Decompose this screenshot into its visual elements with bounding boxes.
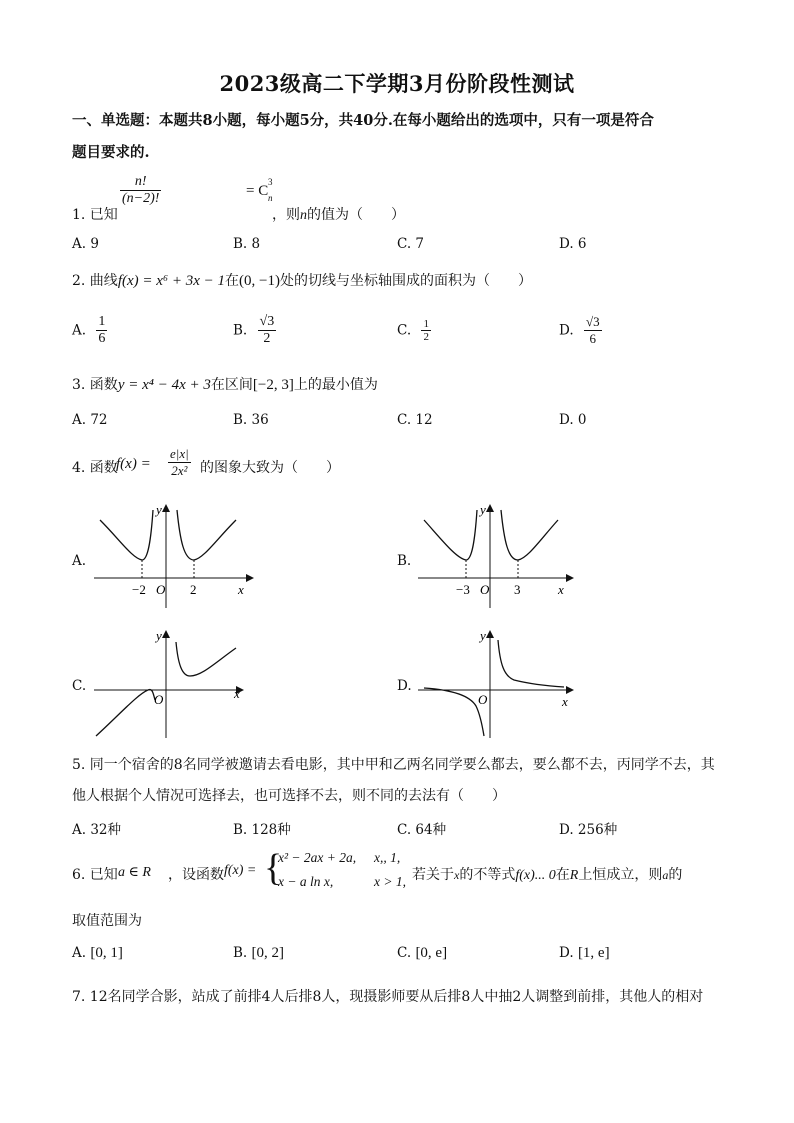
q4-frac-denominator: 2x² xyxy=(171,463,188,478)
q1-tail xyxy=(272,204,405,224)
q2-option-d xyxy=(559,314,602,347)
q1-rhs: = C xyxy=(246,183,269,199)
graph-d xyxy=(414,624,584,742)
q2-option-b-label: B. xyxy=(233,322,248,339)
graph-d-x-label: x xyxy=(562,694,568,709)
q2-b-den: 2 xyxy=(263,331,271,346)
graph-a xyxy=(90,500,260,612)
graph-b-label: B. xyxy=(397,553,412,569)
q6-tail-a: 若关于 xyxy=(412,867,454,883)
q2-expression: f(x) = x⁶ + 3x − 1 xyxy=(117,273,226,289)
q5-option-c: C. 64种 xyxy=(397,822,447,838)
q6-option-b xyxy=(233,945,284,962)
q6-tail-c: 在 xyxy=(555,867,570,883)
q1-sub: n xyxy=(268,193,273,203)
graph-d-right-branch xyxy=(498,640,564,687)
q6-c-label: C. xyxy=(397,945,412,961)
graph-b-tick-pos: 3 xyxy=(514,582,521,597)
question-5-line2: 他人根据个人情况可选择去，也可选择不去，则不同的去法有（ ） xyxy=(72,788,506,804)
q6-case1: x² − 2ax + 2a, xyxy=(278,850,357,865)
graph-d-y-label: y xyxy=(480,628,486,643)
graph-b-left-branch xyxy=(424,510,477,560)
q6-a-value: [0, 1] xyxy=(90,945,123,961)
graph-a-x-arrow xyxy=(246,574,254,582)
q5-option-d: D. 256种 xyxy=(559,822,618,838)
graph-b-tick-neg: −3 xyxy=(456,582,470,597)
q6-inequality: f(x)... 0 xyxy=(515,868,556,883)
q6-case1-condition: x,, 1, xyxy=(374,850,401,865)
q5-option-b: B. 128种 xyxy=(233,822,291,838)
q6-brace: { xyxy=(264,847,283,889)
graph-a-x-label: x xyxy=(238,582,244,597)
q2-option-b-fraction xyxy=(258,314,277,347)
question-6 xyxy=(72,846,732,894)
q1-number: 1. 已知 xyxy=(72,207,118,223)
q6-case2-condition: x > 1, xyxy=(374,874,406,889)
q6-lhs: f(x) = xyxy=(224,863,257,878)
graph-d-x-arrow xyxy=(566,686,574,694)
q1-option-c: C. 7 xyxy=(397,236,425,252)
graph-c-label: C. xyxy=(72,678,87,694)
q2-option-d-label: D. xyxy=(559,322,574,339)
q5-option-a: A. 32种 xyxy=(72,822,122,838)
graph-b-right-branch xyxy=(501,510,558,560)
q6-condition: a ∈ R xyxy=(118,865,151,880)
graph-d-label: D. xyxy=(397,678,412,694)
graph-d-origin: O xyxy=(478,692,488,707)
q3-expression: y = x⁴ − 4x + 3 xyxy=(117,377,211,393)
q2-c-den: 2 xyxy=(423,331,429,343)
graph-c-y-arrow xyxy=(162,630,170,638)
q6-d-value: [1, e] xyxy=(577,945,610,961)
q4-lhs: f(x) = xyxy=(116,456,151,472)
graph-a-right-branch xyxy=(177,510,236,560)
q6-tail-b: 的不等式 xyxy=(459,867,516,883)
graph-b xyxy=(414,500,584,612)
q2-option-a-label: A. xyxy=(72,322,87,339)
q3-mid: 在区间 xyxy=(210,377,253,393)
graph-b-y-arrow xyxy=(486,504,494,512)
q6-var-a: a xyxy=(662,868,669,882)
graph-a-y-label: y xyxy=(156,502,162,517)
q2-point: (0, −1) xyxy=(239,273,280,289)
graph-b-x-arrow xyxy=(566,574,574,582)
q6-mid: ，设函数 xyxy=(168,867,224,883)
graph-c-left-branch xyxy=(96,689,155,736)
q2-mid: 在 xyxy=(225,273,240,289)
q1-option-d: D. 6 xyxy=(559,236,587,252)
q4-fraction xyxy=(168,446,191,479)
q1-tail-a: ，则 xyxy=(272,207,300,223)
q1-frac-denominator: (n−2)! xyxy=(122,191,160,206)
q3-option-b: B. 36 xyxy=(233,412,269,428)
graph-b-y-label: y xyxy=(480,502,486,517)
q1-sup: 3 xyxy=(268,177,273,187)
q4-frac-numerator: e|x| xyxy=(170,446,189,461)
q3-tail: 上的最小值为 xyxy=(293,377,378,393)
q2-a-num: 1 xyxy=(98,314,106,329)
graph-b-x-label: x xyxy=(558,582,564,597)
question-6-line2: 取值范围为 xyxy=(72,913,142,929)
graph-a-left-branch xyxy=(100,510,153,560)
graph-a-tick-neg: −2 xyxy=(132,582,146,597)
graph-c-y-label: y xyxy=(156,628,162,643)
graph-d-left-branch xyxy=(424,688,484,736)
q6-d-label: D. xyxy=(559,945,574,961)
q2-option-c-fraction xyxy=(421,318,431,343)
q2-option-c-label: C. xyxy=(397,322,412,339)
q6-c-value: [0, e] xyxy=(415,945,448,961)
q2-option-d-fraction xyxy=(584,314,602,347)
q1-option-b: B. 8 xyxy=(233,236,261,252)
question-3 xyxy=(72,374,378,394)
question-7-line1: 7. 12名同学合影，站成了前排4人后排8人，现摄影师要从后排8人中抽2人调整到前排，其他人的相对 xyxy=(72,989,704,1005)
q6-b-label: B. xyxy=(233,945,248,961)
graph-d-y-arrow xyxy=(486,630,494,638)
q4-tail: 的图象大致为（ ） xyxy=(200,460,340,476)
graph-a-y-arrow xyxy=(162,504,170,512)
q6-case2: x − a ln x, xyxy=(278,874,334,889)
section-header-line1: 一、单选题：本题共8小题，每小题5分，共40分.在每小题给出的选项中，只有一项是符合 xyxy=(72,112,654,129)
q6-a-label: A. xyxy=(72,945,87,961)
q1-tail-b: 的值为（ ） xyxy=(307,207,405,223)
q6-tail xyxy=(412,864,682,884)
q2-a-den: 6 xyxy=(98,331,106,346)
q1-frac-numerator: n! xyxy=(120,174,161,191)
q3-option-a: A. 72 xyxy=(72,412,108,428)
q2-d-num: √3 xyxy=(585,314,600,329)
q1-fraction xyxy=(120,174,161,207)
section-header-line2: 题目要求的. xyxy=(72,144,150,161)
q2-b-num: √3 xyxy=(259,314,275,329)
q2-tail: 处的切线与坐标轴围成的面积为（ ） xyxy=(279,273,532,289)
q2-option-c xyxy=(397,318,431,343)
q6-option-c xyxy=(397,945,447,962)
graph-c-x-label: x xyxy=(234,686,240,701)
q6-b-value: [0, 2] xyxy=(251,945,285,961)
q2-number: 2. 曲线 xyxy=(72,273,118,289)
graph-a-tick-pos: 2 xyxy=(190,582,197,597)
q2-option-b xyxy=(233,314,276,347)
q6-tail-d: 上恒成立，则 xyxy=(578,867,663,883)
q1-var: n xyxy=(300,208,307,223)
q1-option-a: A. 9 xyxy=(72,236,99,252)
q2-c-num: 1 xyxy=(423,318,429,330)
q6-option-d xyxy=(559,945,610,962)
q6-var-x: x xyxy=(454,868,460,882)
question-2 xyxy=(72,270,532,290)
q3-option-c: C. 12 xyxy=(397,412,433,428)
graph-c xyxy=(90,624,260,742)
graph-b-origin: O xyxy=(480,582,490,597)
q2-d-den: 6 xyxy=(589,331,596,346)
q4-number: 4. 函数 xyxy=(72,460,118,476)
q6-number: 6. 已知 xyxy=(72,867,118,883)
graph-a-origin: O xyxy=(156,582,166,597)
graph-c-right-branch xyxy=(176,642,236,676)
graph-a-label: A. xyxy=(72,553,87,569)
q6-option-a xyxy=(72,945,123,962)
question-5-line1: 5. 同一个宿舍的8名同学被邀请去看电影，其中甲和乙两名同学要么都去，要么都不去，丙同学不去，其 xyxy=(72,757,715,773)
graph-c-origin: O xyxy=(154,692,164,707)
q6-R: R xyxy=(569,868,579,883)
q3-number: 3. 函数 xyxy=(72,377,118,393)
q3-option-d: D. 0 xyxy=(559,412,587,428)
q2-option-a-fraction xyxy=(96,314,107,347)
q6-tail-e: 的 xyxy=(668,867,683,883)
page-title: 2023级高二下学期3月份阶段性测试 xyxy=(219,71,575,96)
q2-option-a xyxy=(72,314,107,347)
q3-interval: [−2, 3] xyxy=(252,377,294,393)
